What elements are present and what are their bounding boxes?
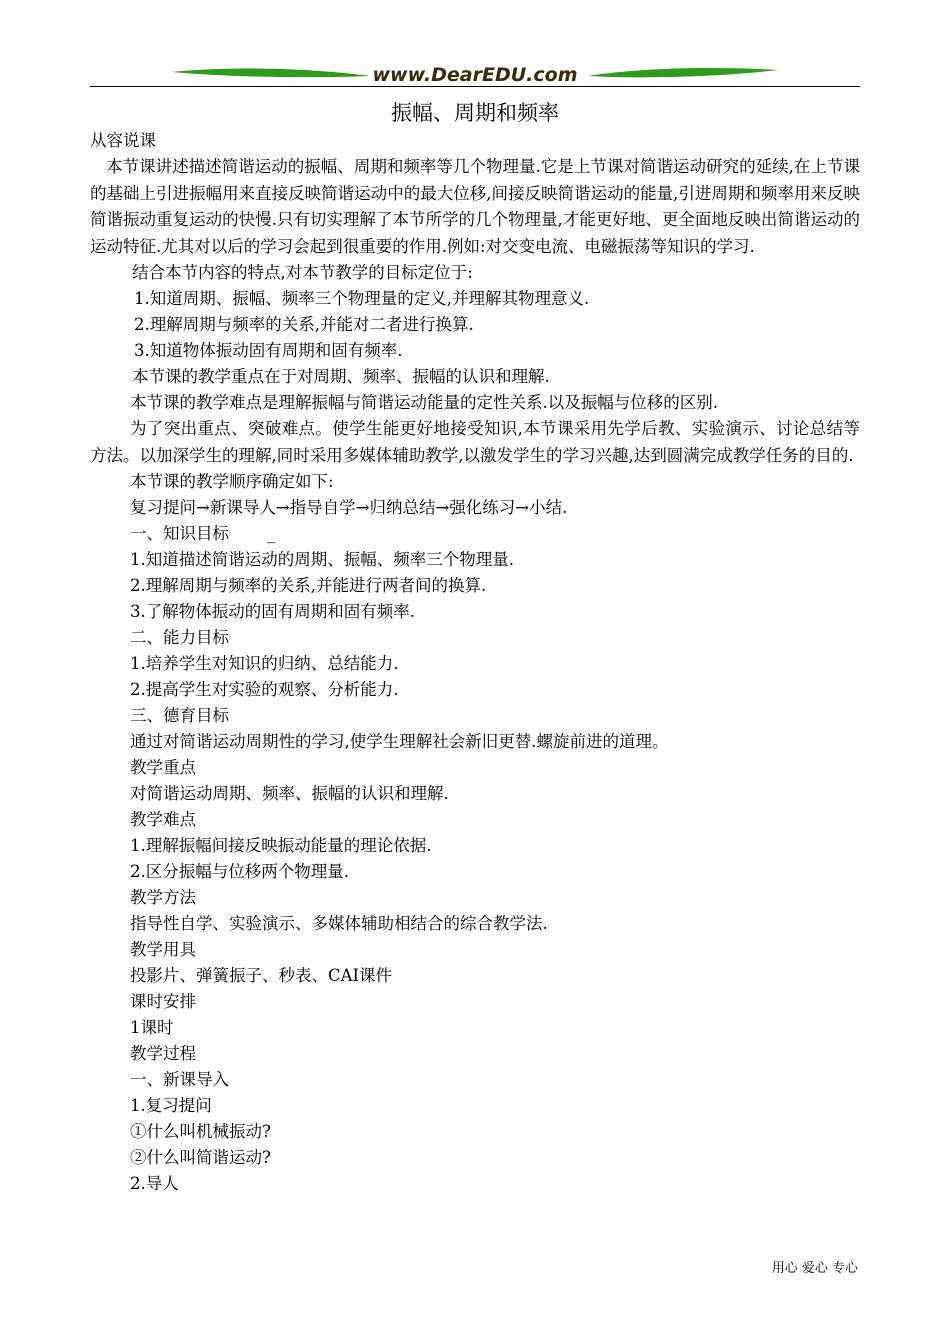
knowledge-item: 1.知道描述简谐运动的周期、振幅、频率三个物理量. (130, 550, 514, 569)
document-title: 振幅、周期和频率 (391, 101, 559, 125)
right-leaf-swoosh (588, 68, 778, 77)
moral-text: 通过对简谐运动周期性的学习,使学生理解社会新旧更替.螺旋前进的道理。 (130, 732, 669, 751)
tools-heading: 教学用具 (130, 940, 196, 959)
ability-item: 1.培养学生对知识的归纳、总结能力. (130, 654, 399, 673)
moral-heading: 三、德育目标 (130, 706, 229, 725)
page-footer: 用心 爱心 专心 (771, 1261, 858, 1276)
process-item: 一、新课导入 (130, 1070, 229, 1089)
goal-item: 3.知道物体振动固有周期和固有频率. (134, 341, 403, 360)
header-banner (170, 62, 780, 88)
knowledge-item: 2.理解周期与频率的关系,并能进行两者间的换算. (130, 576, 487, 595)
header-rule (90, 86, 860, 87)
focus-heading: 教学重点 (130, 758, 196, 777)
tools-text: 投影片、弹簧振子、秒表、CAI课件 (130, 966, 393, 985)
intro-paragraph: 本节课讲述描述简谐运动的振幅、周期和频率等几个物理量.它是上节课对简谐运动研究的延续,在上节课的基础上引进振幅用来直接反映简谐运动中的最大位移,间接反映简谐运动的能量,引进周期和频率用来反映简谐振动重复运动的快慢.只有切实理解了本节所学的几个物理量,才能更好地、更全面地反映出简谐运动的运动特征.尤其对以后的学习会起到很重要的作用.例如:对交变电流、电磁振荡等知识的学习. (90, 157, 860, 256)
hard-heading: 教学难点 (130, 810, 196, 829)
schedule-heading: 课时安排 (130, 992, 196, 1011)
goal-item: 1.知道周期、振幅、频率三个物理量的定义,并理解其物理意义. (134, 289, 590, 308)
knowledge-item: 3.了解物体振动的固有周期和固有频率. (130, 602, 415, 621)
site-logo-text: www.DearEDU.com (372, 64, 578, 86)
order-intro: 本节课的教学顺序确定如下: (130, 472, 334, 491)
process-heading: 教学过程 (130, 1044, 196, 1063)
method-paragraph: 为了突出重点、突破难点。使学生能更好地接受知识,本节课采用先学后教、实验演示、讨论总结等方法。以加深学生的理解,同时采用多媒体辅助教学,以激发学生的学习兴趣,达到圆满完成教学任务的目的. (90, 419, 860, 465)
goal-item: 2.理解周期与频率的关系,并能对二者进行换算. (134, 315, 474, 334)
process-item: 2.导人 (130, 1174, 179, 1193)
method-text: 指导性自学、实验演示、多媒体辅助相结合的综合教学法. (130, 914, 548, 933)
process-item: 1.复习提问 (130, 1096, 212, 1115)
difficulty-statement: 本节课的教学难点是理解振幅与简谐运动能量的定性关系.以及振幅与位移的区别. (130, 393, 718, 412)
hard-item: 2.区分振幅与位移两个物理量. (130, 862, 349, 881)
method-heading: 教学方法 (130, 888, 196, 907)
process-item: ②什么叫简谐运动? (130, 1148, 271, 1167)
goal-intro: 结合本节内容的特点,对本节教学的目标定位于: (132, 263, 473, 282)
process-item: ①什么叫机械振动? (130, 1122, 271, 1141)
document-body (90, 128, 860, 1197)
teaching-order: 复习提问→新课导人→指导自学→归纳总结→强化练习→小结. (130, 498, 568, 517)
key-point: 本节课的教学重点在于对周期、频率、振幅的认识和理解. (132, 367, 550, 386)
schedule-text: 1课时 (130, 1018, 174, 1037)
focus-text: 对简谐运动周期、频率、振幅的认识和理解. (130, 784, 449, 803)
underscore-mark: _ (267, 524, 276, 543)
ability-heading: 二、能力目标 (130, 628, 229, 647)
left-leaf-swoosh (172, 69, 370, 78)
knowledge-heading: 一、知识目标 _ (90, 521, 860, 547)
section-label: 从容说课 (90, 131, 156, 150)
hard-item: 1.理解振幅间接反映振动能量的理论依据. (130, 836, 432, 855)
ability-item: 2.提高学生对实验的观察、分析能力. (130, 680, 399, 699)
